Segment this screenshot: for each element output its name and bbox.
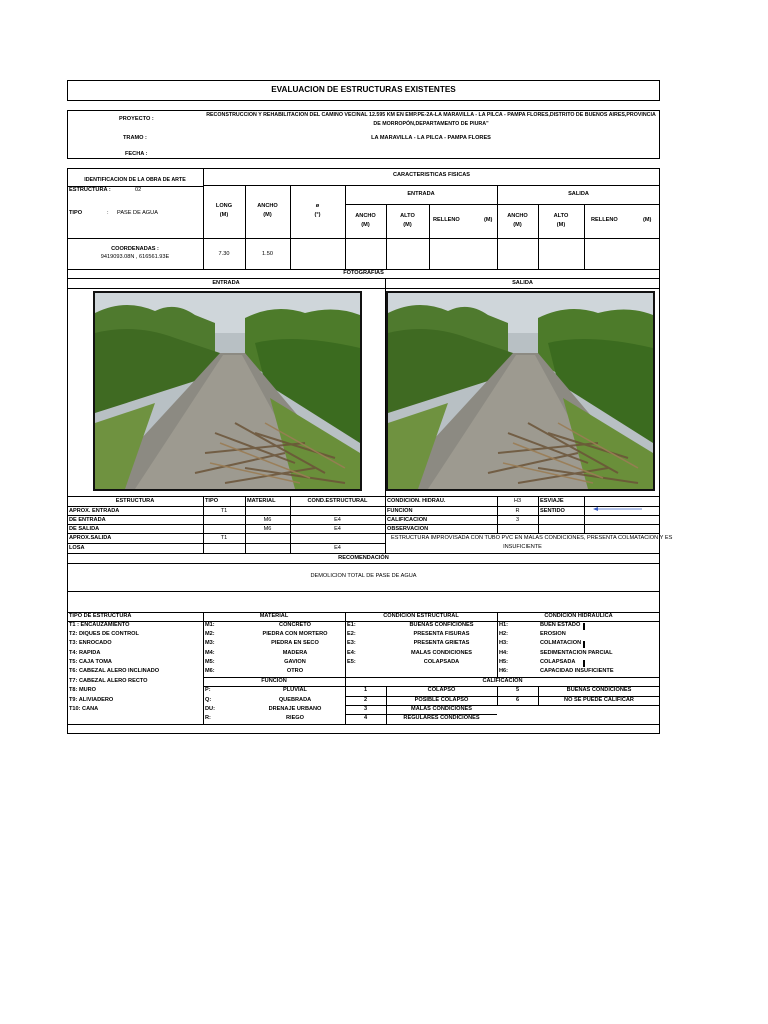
legend-cond-code: E1: <box>347 622 356 628</box>
observacion-text-line1: ESTRUCTURA IMPROVISADA CON TUBO PVC EN MALAS CONDICIONES, PRESENTA COLMATACION Y ES <box>391 535 673 541</box>
legend-calif-code: 2 <box>363 697 368 703</box>
theta-header: ø <box>315 203 320 209</box>
coord-label: COORDENADAS : <box>111 246 159 252</box>
legend-calif-name: COLAPSO <box>427 687 456 693</box>
eval-row-cond: E4 <box>334 545 341 551</box>
photo-entrada <box>93 291 362 491</box>
estructura-label: ESTRUCTURA : <box>69 187 111 193</box>
legend-funcion-code: R: <box>205 715 211 721</box>
legend-material-code: M5: <box>205 659 215 665</box>
entrada-ancho-unit: (M) <box>361 222 370 228</box>
legend-cond-code: E3: <box>347 640 356 646</box>
proyecto-value-line1: RECONSTRUCCION Y REHABILITACION DEL CAMINO VECINAL 12.595 KM EN EMP.PE-2A-LA MARAVILLA - LA PILCA - PAMPA FLORES,DISTRITO DE BUENOS AIRES,PROVINCIA <box>206 112 656 118</box>
legend-hidr-name: SEDIMENTACION PARCIAL <box>540 650 613 656</box>
legend-hidr-code: H3: <box>499 640 509 646</box>
recomendacion-heading: RECOMENDACIÓN <box>338 555 389 561</box>
legend-calif-code: 6 <box>515 697 520 703</box>
long-header: LONG <box>215 203 233 209</box>
legend-cond-name: PRESENTA GRIETAS <box>413 640 470 646</box>
funcion-label: FUNCION <box>387 508 413 514</box>
salida-group-heading: SALIDA <box>568 191 589 197</box>
legend-hidr-name: CAPACIDAD INSUFICIENTE <box>540 668 614 674</box>
legend-funcion-code: DU: <box>205 706 215 712</box>
eval-row-material: M6 <box>263 526 272 532</box>
legend-material-code: M2: <box>205 631 215 637</box>
calificacion-value: 3 <box>515 517 520 523</box>
legend-tipo-item: T4: RAPIDA <box>69 650 101 656</box>
legend-material-code: M6: <box>205 668 215 674</box>
eval-row-cond: E4 <box>334 526 341 532</box>
legend-calif-name: NO SE PUEDE CALIFICAR <box>564 697 634 703</box>
legend-tipo-item: T10: CANA <box>69 706 99 712</box>
eval-header-tipo: TIPO <box>205 498 219 504</box>
observacion-text-line2: INSUFICIENTE <box>503 544 542 550</box>
coord-value: 9419093.08N , 616561.93E <box>100 254 170 260</box>
entrada-ancho-header: ANCHO <box>355 213 376 219</box>
eval-row-estructura: DE ENTRADA <box>69 517 106 523</box>
legend-material-name: MADERA <box>282 650 308 656</box>
legend-tipo-item: T5: CAJA TOMA <box>69 659 112 665</box>
eval-header-cond: COND.ESTRUCTURAL <box>307 498 368 504</box>
observacion-label: OBSERVACION <box>387 526 429 532</box>
legend-tipo-item: T2: DIQUES DE CONTROL <box>69 631 139 637</box>
eval-header-material: MATERIAL <box>247 498 276 504</box>
legend-material-heading: MATERIAL <box>259 613 289 619</box>
tipo-label: TIPO <box>69 210 83 216</box>
eval-header-estructura: ESTRUCTURA <box>115 498 155 504</box>
legend-hidr-heading: CONDICION HIDRAULICA <box>544 613 613 619</box>
recomendacion-text: DEMOLICION TOTAL DE PASE DE AGUA <box>310 573 417 579</box>
legend-cond-code: E4: <box>347 650 356 656</box>
eval-row-tipo: T1 <box>220 508 228 514</box>
fecha-label: FECHA : <box>125 151 148 157</box>
salida-relleno-header: RELLENO <box>591 217 618 223</box>
ancho-unit: (M) <box>263 212 272 218</box>
legend-calif-heading: CALIFICACION <box>482 678 523 684</box>
legend-cond-name: MALAS CONDICIONES <box>411 650 472 656</box>
ancho-header: ANCHO <box>257 203 278 209</box>
calificacion-label: CALIFICACION <box>387 517 428 523</box>
esviaje-label: ESVIAJE <box>540 498 564 504</box>
legend-funcion-name: PLUVIAL <box>283 687 307 693</box>
legend-funcion-code: P: <box>205 687 211 693</box>
legend-material-name: PIEDRA CON MORTERO <box>262 631 328 637</box>
legend-hidr-code: H1: <box>499 622 509 628</box>
hidrau-value: H3 <box>513 498 522 504</box>
legend-funcion-name: DRENAJE URBANO <box>268 706 322 712</box>
fotografias-heading: FOTOGRAFIAS <box>343 270 384 276</box>
eval-row-tipo: T1 <box>220 535 228 541</box>
legend-material-code: M3: <box>205 640 215 646</box>
legend-cond-heading: CONDICION ESTRUCTURAL <box>383 613 459 619</box>
sentido-label: SENTIDO <box>540 508 565 514</box>
long-value: 7.30 <box>218 251 230 257</box>
ancho-value: 1.50 <box>262 251 273 257</box>
legend-calif-code: 1 <box>363 687 368 693</box>
legend-cond-code: E2: <box>347 631 356 637</box>
legend-material-code: M1: <box>205 622 215 628</box>
legend-calif-code: 4 <box>363 715 368 721</box>
entrada-relleno-header: RELLENO <box>433 217 460 223</box>
legend-tipo-item: T6: CABEZAL ALERO INCLINADO <box>69 668 160 674</box>
legend-calif-code: 3 <box>363 706 368 712</box>
legend-tipo-heading: TIPO DE ESTRUCTURA <box>69 613 132 619</box>
eval-row-estructura: LOSA <box>69 545 85 551</box>
legend-hidr-name: COLMATACION <box>540 640 582 646</box>
salida-alto-header: ALTO <box>553 213 569 219</box>
entrada-alto-unit: (M) <box>403 222 412 228</box>
tipo-value: PASE DE AGUA <box>117 210 158 216</box>
legend-calif-name: REGULARES CONDICIONES <box>403 715 480 721</box>
identification-heading: IDENTIFICACION DE LA OBRA DE ARTE <box>84 177 186 183</box>
photo-salida-label: SALIDA <box>512 280 533 286</box>
eval-row-estructura: APROX.SALIDA <box>69 535 112 541</box>
legend-calif-code: 5 <box>515 687 520 693</box>
proyecto-label: PROYECTO : <box>119 116 154 122</box>
legend-hidr-mark <box>583 623 585 630</box>
legend-cond-code: E5: <box>347 659 356 665</box>
photo-entrada-label: ENTRADA <box>212 280 240 286</box>
tramo-value: LA MARAVILLA - LA PILCA - PAMPA FLORES <box>371 135 491 141</box>
legend-hidr-code: H6: <box>499 668 509 674</box>
legend-tipo-item: T8: MURO <box>69 687 97 693</box>
entrada-group-heading: ENTRADA <box>407 191 435 197</box>
funcion-value: R <box>515 508 520 514</box>
legend-hidr-name: BUEN ESTADO <box>540 622 581 628</box>
legend-hidr-code: H2: <box>499 631 509 637</box>
legend-tipo-item: T1 : ENCAUZAMIENTO <box>69 622 130 628</box>
salida-relleno-unit: (M) <box>643 217 652 223</box>
entrada-relleno-unit: (M) <box>484 217 493 223</box>
legend-hidr-code: H5: <box>499 659 509 665</box>
legend-cond-name: PRESENTA FISURAS <box>413 631 470 637</box>
tramo-label: TRAMO : <box>123 135 147 141</box>
legend-funcion-name: RIEGO <box>285 715 305 721</box>
eval-row-cond: E4 <box>334 517 341 523</box>
legend-material-name: OTRO <box>286 668 304 674</box>
legend-hidr-mark <box>583 660 585 667</box>
physical-heading: CARACTERISTICAS FISICAS <box>392 172 471 178</box>
legend-hidr-name: COLAPSADA <box>540 659 576 665</box>
legend-cond-name: COLAPSADA <box>423 659 460 665</box>
legend-funcion-code: Q: <box>205 697 212 703</box>
eval-row-material: M6 <box>263 517 272 523</box>
salida-ancho-unit: (M) <box>513 222 522 228</box>
legend-tipo-item: T3: ENROCADO <box>69 640 112 646</box>
legend-calif-name: MALAS CONDICIONES <box>411 706 472 712</box>
proyecto-value-line2: DE MORROPÓN,DEPARTAMENTO DE PIURA" <box>373 121 489 127</box>
legend-hidr-mark <box>583 641 585 648</box>
sentido-arrow-icon <box>592 505 644 513</box>
long-unit: (M) <box>219 212 229 218</box>
legend-funcion-heading: FUNCION <box>261 678 287 684</box>
estructura-value: 02 <box>135 187 142 193</box>
legend-calif-name: POSIBLE COLAPSO <box>414 697 469 703</box>
entrada-alto-header: ALTO <box>400 213 415 219</box>
legend-hidr-code: H4: <box>499 650 509 656</box>
legend-tipo-item: T9: ALIVIADERO <box>69 697 114 703</box>
salida-ancho-header: ANCHO <box>507 213 528 219</box>
tipo-separator: : <box>107 210 109 216</box>
salida-alto-unit: (M) <box>556 222 566 228</box>
legend-material-name: CONCRETO <box>279 622 311 628</box>
legend-tipo-item: T7: CABEZAL ALERO RECTO <box>69 678 148 684</box>
legend-funcion-name: QUEBRADA <box>278 697 312 703</box>
legend-calif-name: BUENAS CONDICIONES <box>566 687 632 693</box>
theta-unit: (°) <box>314 212 321 218</box>
page-title: EVALUACION DE ESTRUCTURAS EXISTENTES <box>271 85 456 94</box>
eval-row-estructura: APROX. ENTRADA <box>69 508 120 514</box>
legend-material-code: M4: <box>205 650 215 656</box>
legend-material-name: PIEDRA EN SECO <box>271 640 319 646</box>
eval-header-hidrau: CONDICION. HIDRAU. <box>387 498 446 504</box>
legend-hidr-name: EROSION <box>540 631 566 637</box>
eval-row-estructura: DE SALIDA <box>69 526 100 532</box>
photo-salida <box>386 291 655 491</box>
legend-material-name: GAVION <box>284 659 306 665</box>
legend-cond-name: BUENAS CONFICIONES <box>409 622 474 628</box>
